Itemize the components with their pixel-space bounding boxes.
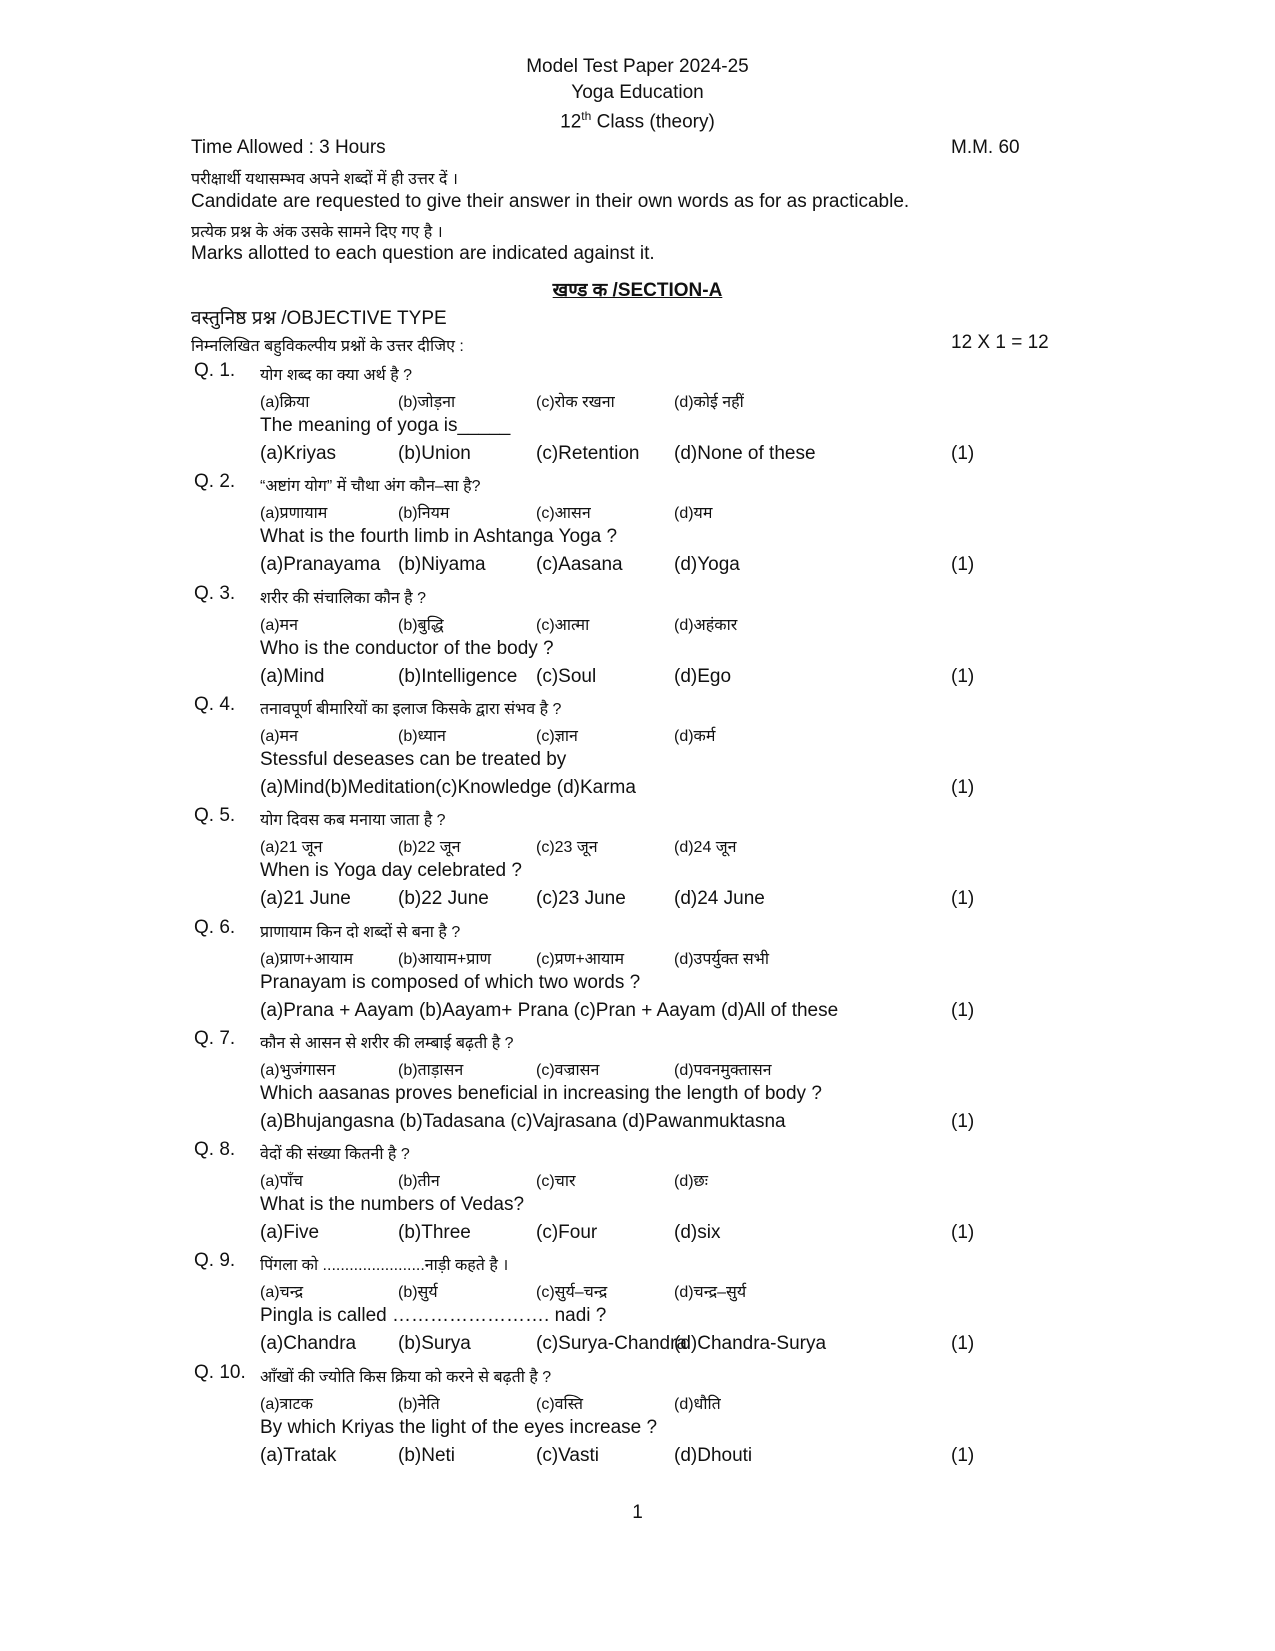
- question-number: Q. 4.: [194, 693, 236, 715]
- option-hindi: (d)यम: [674, 505, 713, 523]
- section-instruction: निम्नलिखित बहुविकल्पीय प्रश्नों के उत्तर दीजिए :: [191, 338, 464, 355]
- option-hindi: (c)23 जून: [536, 839, 598, 857]
- option-hindi: (b)ध्यान: [398, 727, 446, 745]
- option-english: (d)six: [674, 1222, 721, 1244]
- option-hindi: (c)आसन: [536, 505, 591, 523]
- option-english: (d)None of these: [674, 443, 816, 464]
- class-label: Class (theory): [591, 111, 715, 133]
- option-english: (b)Three: [398, 1222, 471, 1244]
- question-text-hindi: कौन से आसन से शरीर की लम्बाई बढ़ती है ?: [260, 1034, 514, 1052]
- option-hindi: (a)त्राटक: [260, 1395, 313, 1413]
- option-english: (c)23 June: [536, 888, 626, 910]
- question-text-english: Pingla is called ……………………. nadi ?: [260, 1305, 607, 1327]
- question-marks: (1): [951, 1110, 975, 1132]
- option-hindi: (c)चार: [536, 1173, 576, 1191]
- paper-title: Model Test Paper 2024-25: [526, 56, 749, 77]
- option-english: (b)Neti: [398, 1444, 456, 1466]
- option-hindi: (d)धौति: [674, 1395, 721, 1413]
- question-text-english: What is the fourth limb in Ashtanga Yoga ?: [260, 526, 618, 548]
- options-english-line: (a)Prana + Aayam (b)Aayam+ Prana (c)Pran + Aayam (d)All of these: [260, 999, 839, 1021]
- page-number: 1: [632, 1502, 643, 1523]
- option-hindi: (b)आयाम+प्राण: [398, 950, 492, 968]
- question-marks: (1): [951, 554, 975, 576]
- option-english: (c)Aasana: [536, 554, 623, 576]
- option-hindi: (a)पाँच: [260, 1173, 303, 1191]
- question-number: Q. 1.: [194, 360, 236, 381]
- option-english: (c)Vasti: [536, 1444, 599, 1466]
- option-english: (a)Kriyas: [260, 443, 337, 464]
- option-hindi: (c)वस्ति: [536, 1395, 584, 1413]
- question-number: Q. 3.: [194, 582, 236, 604]
- option-hindi: (b)नियम: [398, 505, 450, 523]
- class-superscript: th: [581, 109, 592, 123]
- option-english: (c)Retention: [536, 443, 640, 464]
- section-title: खण्ड क /SECTION-A: [552, 280, 723, 301]
- option-hindi: (a)21 जून: [260, 839, 323, 857]
- question-text-hindi: “अष्टांग योग” में चौथा अंग कौन–सा है?: [260, 478, 481, 496]
- class-number: 12: [560, 111, 582, 133]
- question-text-english: When is Yoga day celebrated ?: [260, 860, 522, 882]
- option-hindi: (b)नेति: [398, 1395, 440, 1413]
- option-hindi: (b)ताड़ासन: [398, 1061, 464, 1079]
- question-text-english: Pranayam is composed of which two words ?: [260, 971, 641, 993]
- question-marks: (1): [951, 776, 975, 798]
- option-english: (a)Pranayama: [260, 554, 381, 576]
- question-number: Q. 2.: [194, 471, 236, 493]
- question-text-hindi: पिंगला को .......................नाड़ी कहते है ।: [260, 1257, 509, 1275]
- option-hindi: (d)पवनमुक्तासन: [674, 1061, 772, 1079]
- question-marks: (1): [951, 888, 975, 910]
- option-hindi: (d)चन्द्र–सुर्य: [674, 1284, 747, 1302]
- option-hindi: (c)रोक रखना: [536, 394, 615, 411]
- option-english: (a)Chandra: [260, 1333, 357, 1355]
- option-hindi: (b)22 जून: [398, 839, 461, 857]
- option-english: (b)Niyama: [398, 554, 486, 576]
- option-hindi: (a)मन: [260, 616, 299, 634]
- instruction-english-1: Candidate are requested to give their answer in their own words as for as practicable.: [191, 191, 910, 212]
- option-hindi: (c)प्रण+आयाम: [536, 950, 625, 968]
- option-english: (a)21 June: [260, 888, 351, 910]
- option-hindi: (d)छः: [674, 1173, 709, 1191]
- option-hindi: (a)प्रणायाम: [260, 505, 328, 523]
- question-number: Q. 8.: [194, 1139, 236, 1161]
- option-english: (a)Tratak: [260, 1444, 337, 1466]
- question-text-english: Which aasanas proves beneficial in increasing the length of body ?: [260, 1082, 822, 1104]
- option-hindi: (b)सुर्य: [398, 1284, 438, 1302]
- option-hindi: (c)वज्रासन: [536, 1061, 600, 1079]
- option-hindi: (a)भुजंगासन: [260, 1061, 336, 1079]
- option-english: (a)Five: [260, 1222, 320, 1244]
- option-hindi: (d)कर्म: [674, 727, 716, 745]
- question-marks: (1): [951, 1333, 975, 1355]
- option-english: (b)Surya: [398, 1333, 471, 1355]
- option-english: (d)Yoga: [674, 554, 740, 576]
- question-text-hindi: शरीर की संचालिका कौन है ?: [260, 589, 427, 607]
- option-hindi: (d)अहंकार: [674, 616, 738, 634]
- option-hindi: (c)आत्मा: [536, 616, 590, 634]
- question-marks: (1): [951, 1444, 975, 1466]
- option-hindi: (a)मन: [260, 727, 299, 745]
- max-marks: M.M. 60: [951, 137, 1020, 158]
- options-english-line: (a)Bhujangasna (b)Tadasana (c)Vajrasana (d)Pawanmuktasna: [260, 1110, 786, 1132]
- question-text-hindi: वेदों की संख्या कितनी है ?: [260, 1146, 410, 1164]
- section-marks: 12 X 1 = 12: [951, 332, 1049, 353]
- instruction-english-2: Marks allotted to each question are indicated against it.: [191, 243, 655, 264]
- question-number: Q. 7.: [194, 1027, 236, 1049]
- question-text-hindi: आँखों की ज्योति किस क्रिया को करने से बढ़ती है ?: [260, 1368, 552, 1386]
- question-text-hindi: योग शब्द का क्या अर्थ है ?: [260, 367, 413, 384]
- option-english: (a)Mind: [260, 665, 325, 687]
- instruction-hindi-1: परीक्षार्थी यथासम्भव अपने शब्दों में ही उत्तर दें ।: [191, 171, 458, 188]
- section-type: वस्तुनिष्ठ प्रश्न /OBJECTIVE TYPE: [191, 308, 447, 329]
- question-text-hindi: प्राणायाम किन दो शब्दों से बना है ?: [260, 923, 461, 941]
- option-english: (c)Four: [536, 1222, 598, 1244]
- question-text-hindi: योग दिवस कब मनाया जाता है ?: [260, 812, 446, 830]
- question-text-english: The meaning of yoga is_____: [260, 415, 511, 436]
- question-number: Q. 10.: [194, 1361, 246, 1383]
- question-number: Q. 9.: [194, 1250, 236, 1272]
- question-text-english: Who is the conductor of the body ?: [260, 637, 554, 659]
- question-number: Q. 6.: [194, 916, 236, 938]
- option-english: (c)Soul: [536, 665, 597, 687]
- option-english: (b)22 June: [398, 888, 489, 910]
- options-english-line: (a)Mind(b)Meditation(c)Knowledge (d)Karma: [260, 776, 636, 798]
- question-text-english: By which Kriyas the light of the eyes increase ?: [260, 1416, 658, 1438]
- question-marks: (1): [951, 443, 975, 464]
- question-marks: (1): [951, 999, 975, 1021]
- instruction-hindi-2: प्रत्येक प्रश्न के अंक उसके सामने दिए गए है ।: [191, 224, 443, 241]
- time-allowed: Time Allowed : 3 Hours: [191, 137, 386, 158]
- option-english: (d)Chandra-Surya: [674, 1333, 827, 1355]
- option-hindi: (a)चन्द्र: [260, 1284, 304, 1302]
- option-hindi: (c)ज्ञान: [536, 727, 578, 745]
- question-text-hindi: तनावपूर्ण बीमारियों का इलाज किसके द्वारा संभव है ?: [260, 700, 562, 718]
- option-hindi: (d)उपर्युक्त सभी: [674, 950, 770, 968]
- option-english: (d)Dhouti: [674, 1444, 753, 1466]
- option-english: (d)24 June: [674, 888, 765, 910]
- option-hindi: (b)तीन: [398, 1173, 440, 1191]
- question-text-english: Stessful deseases can be treated by: [260, 748, 567, 770]
- option-hindi: (d)24 जून: [674, 839, 737, 857]
- paper-subject: Yoga Education: [571, 82, 704, 103]
- question-number: Q. 5.: [194, 805, 236, 827]
- option-hindi: (c)सुर्य–चन्द्र: [536, 1284, 608, 1302]
- option-hindi: (a)क्रिया: [260, 394, 310, 411]
- question-marks: (1): [951, 1222, 975, 1244]
- question-marks: (1): [951, 665, 975, 687]
- option-english: (d)Ego: [674, 665, 732, 687]
- option-english: (c)Surya-Chandra: [536, 1333, 687, 1355]
- paper-class: [0, 109, 1275, 133]
- option-hindi: (a)प्राण+आयाम: [260, 950, 354, 968]
- option-english: (b)Intelligence: [398, 665, 518, 687]
- option-hindi: (d)कोई नहीं: [674, 394, 744, 411]
- option-hindi: (b)जोड़ना: [398, 394, 456, 411]
- question-text-english: What is the numbers of Vedas?: [260, 1194, 525, 1216]
- option-english: (b)Union: [398, 443, 471, 464]
- option-hindi: (b)बुद्धि: [398, 616, 444, 634]
